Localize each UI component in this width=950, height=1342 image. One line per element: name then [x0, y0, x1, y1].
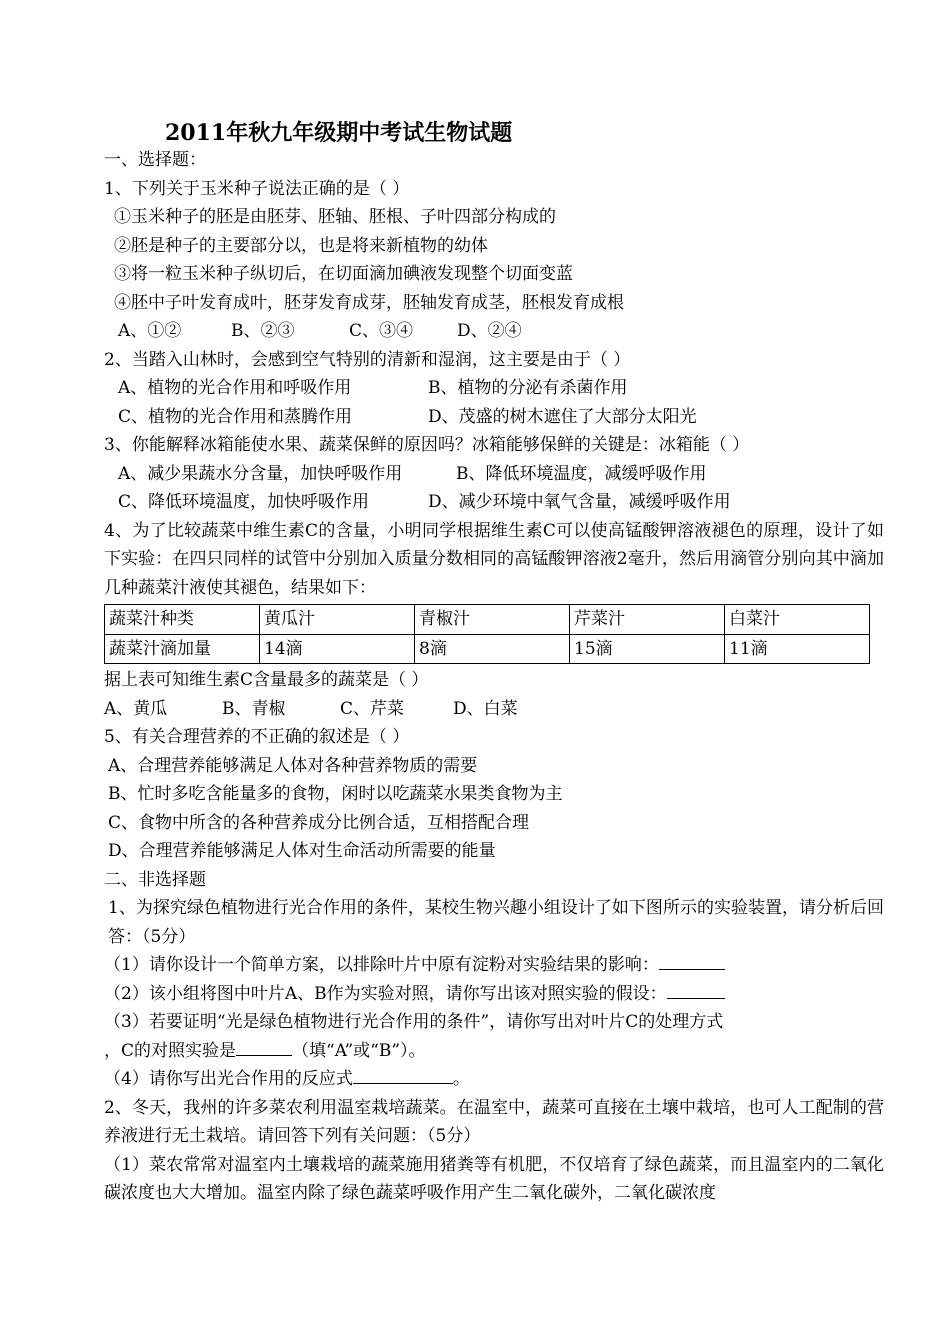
- q3-option-b: B、降低环境温度，减缓呼吸作用: [456, 463, 707, 484]
- q2-options-row-1: [104, 374, 884, 403]
- q1-options: [104, 317, 884, 346]
- exam-content: [104, 146, 884, 1208]
- table-cell: 11滴: [725, 634, 870, 664]
- q1-statement-4: ④胚中子叶发育成叶，胚芽发育成芽，胚轴发育成茎，胚根发育成根: [114, 292, 624, 313]
- q4-option-c: C、芹菜: [340, 698, 405, 719]
- table-cell: 芹菜汁: [570, 605, 725, 635]
- table-cell: 黄瓜汁: [260, 605, 415, 635]
- q4-options: [104, 695, 884, 724]
- q1-option-c: C、③④: [349, 321, 414, 341]
- q2-option-b: B、植物的分泌有杀菌作用: [428, 378, 628, 398]
- q3-options-row-1: [104, 460, 884, 489]
- question-1-stem: 1、下列关于玉米种子说法正确的是（ ）: [104, 178, 410, 199]
- q2-option-d: D、茂盛的树木遮住了大部分太阳光: [428, 406, 697, 427]
- q5-option-b: B、忙时多吃含能量多的食物，闲时以吃蔬菜水果类食物为主: [108, 784, 563, 804]
- table-cell: 青椒汁: [415, 605, 570, 635]
- p2-sub-1: （1）菜农常常对温室内土壤栽培的蔬菜施用猪粪等有机肥，不仅培育了绿色蔬菜，而且温室内的二氧化碳浓度也大大增加。温室内除了绿色蔬菜呼吸作用产生二氧化碳外，二氧化碳浓度: [104, 1154, 884, 1203]
- q1-statement-3: ③将一粒玉米种子纵切后，在切面滴加碘液发现整个切面变蓝: [114, 264, 573, 284]
- table-cell: 15滴: [570, 634, 725, 664]
- table-cell: 白菜汁: [725, 605, 870, 635]
- table-cell: 14滴: [260, 634, 415, 664]
- p1-sub-4-text: （4）请你写出光合作用的反应式: [104, 1069, 353, 1089]
- q5-option-d: D、合理营养能够满足人体对生命活动所需要的能量: [108, 841, 496, 861]
- answer-blank[interactable]: [667, 980, 725, 999]
- p1-sub-3a: （3）若要证明“光是绿色植物进行光合作用的条件”，请你写出对叶片C的处理方式: [104, 1012, 724, 1032]
- q4-option-d: D、白菜: [453, 698, 518, 719]
- q4-option-a: A、黄瓜: [104, 698, 168, 719]
- p1-sub-3c-text: （填“A”或“B”）。: [292, 1040, 426, 1061]
- q3-option-a: A、减少果蔬水分含量，加快呼吸作用: [118, 463, 403, 484]
- q4-followup: 据上表可知维生素C含量最多的蔬菜是（ ）: [104, 670, 429, 690]
- q5-option-c: C、食物中所含的各种营养成分比例合适，互相搭配合理: [108, 812, 530, 833]
- q1-option-b: B、②③: [231, 321, 295, 341]
- table-cell: 蔬菜汁种类: [105, 605, 260, 635]
- q1-statement-1: ①玉米种子的胚是由胚芽、胚轴、胚根、子叶四部分构成的: [114, 207, 556, 227]
- q2-option-a: A、植物的光合作用和呼吸作用: [118, 378, 352, 398]
- p1-sub-3b-text: ，C的对照实验是: [104, 1040, 237, 1061]
- p1-sub-2-text: （2）该小组将图中叶片A、B作为实验对照，请你写出该对照实验的假设：: [104, 983, 667, 1004]
- q4-option-b: B、青椒: [222, 698, 286, 719]
- exam-title: 2011年秋九年级期中考试生物试题: [165, 120, 513, 146]
- q1-option-d: D、②④: [457, 321, 522, 341]
- q5-option-a: A、合理营养能够满足人体对各种营养物质的需要: [108, 755, 478, 776]
- table-cell: 蔬菜汁滴加量: [105, 634, 260, 664]
- vitamin-c-table: [104, 604, 870, 664]
- answer-blank[interactable]: [353, 1065, 453, 1084]
- table-cell: 8滴: [415, 634, 570, 664]
- answer-blank[interactable]: [236, 1037, 292, 1056]
- q1-option-a: A、①②: [118, 321, 182, 341]
- question-3-stem: 3、你能解释冰箱能使水果、蔬菜保鲜的原因吗？冰箱能够保鲜的关键是：冰箱能（ ）: [104, 435, 750, 455]
- p1-sub-4: [104, 1065, 884, 1094]
- q2-options-row-2: [104, 403, 884, 432]
- p1-sub-1-text: （1）请你设计一个简单方案，以排除叶片中原有淀粉对实验结果的影响：: [104, 955, 659, 975]
- question-4-stem: 4、为了比较蔬菜中维生素C的含量，小明同学根据维生素C可以使高锰酸钾溶液褪色的原理，设计了如下实验：在四只同样的试管中分别加入质量分数相同的高锰酸钾溶液2毫升，然后用滴管分别向其中滴加几种蔬菜汁液使其褪色，结果如下：: [104, 520, 884, 598]
- table-row: [105, 634, 870, 664]
- part2-question-1-stem: 1、为探究绿色植物进行光合作用的条件，某校生物兴趣小组设计了如下图所示的实验装置，请分析后回答：（5分）: [108, 898, 884, 947]
- p1-sub-2: [104, 980, 884, 1009]
- p1-sub-1: [104, 951, 884, 980]
- table-row: [105, 605, 870, 635]
- p1-sub-3b: [104, 1037, 884, 1066]
- q3-option-c: C、降低环境温度，加快呼吸作用: [118, 492, 370, 512]
- q3-option-d: D、减少环境中氧气含量，减缓呼吸作用: [428, 492, 731, 512]
- part2-question-2-stem: 2、冬天，我州的许多菜农利用温室栽培蔬菜。在温室中，蔬菜可直接在土壤中栽培，也可人工配制的营养液进行无土栽培。请回答下列有关问题：（5分）: [104, 1097, 884, 1146]
- section-heading-choice: 一、选择题：: [104, 150, 206, 170]
- answer-blank[interactable]: [659, 951, 725, 970]
- q3-options-row-2: [104, 488, 884, 517]
- question-2-stem: 2、当踏入山林时，会感到空气特别的清新和湿润，这主要是由于（ ）: [104, 349, 631, 370]
- p1-sub-4-end: 。: [452, 1069, 470, 1089]
- section-heading-nonchoice: 二、非选择题: [104, 869, 206, 890]
- question-5-stem: 5、有关合理营养的不正确的叙述是（ ）: [104, 727, 410, 747]
- q1-statement-2: ②胚是种子的主要部分以，也是将来新植物的幼体: [114, 235, 488, 256]
- q2-option-c: C、植物的光合作用和蒸腾作用: [118, 406, 353, 427]
